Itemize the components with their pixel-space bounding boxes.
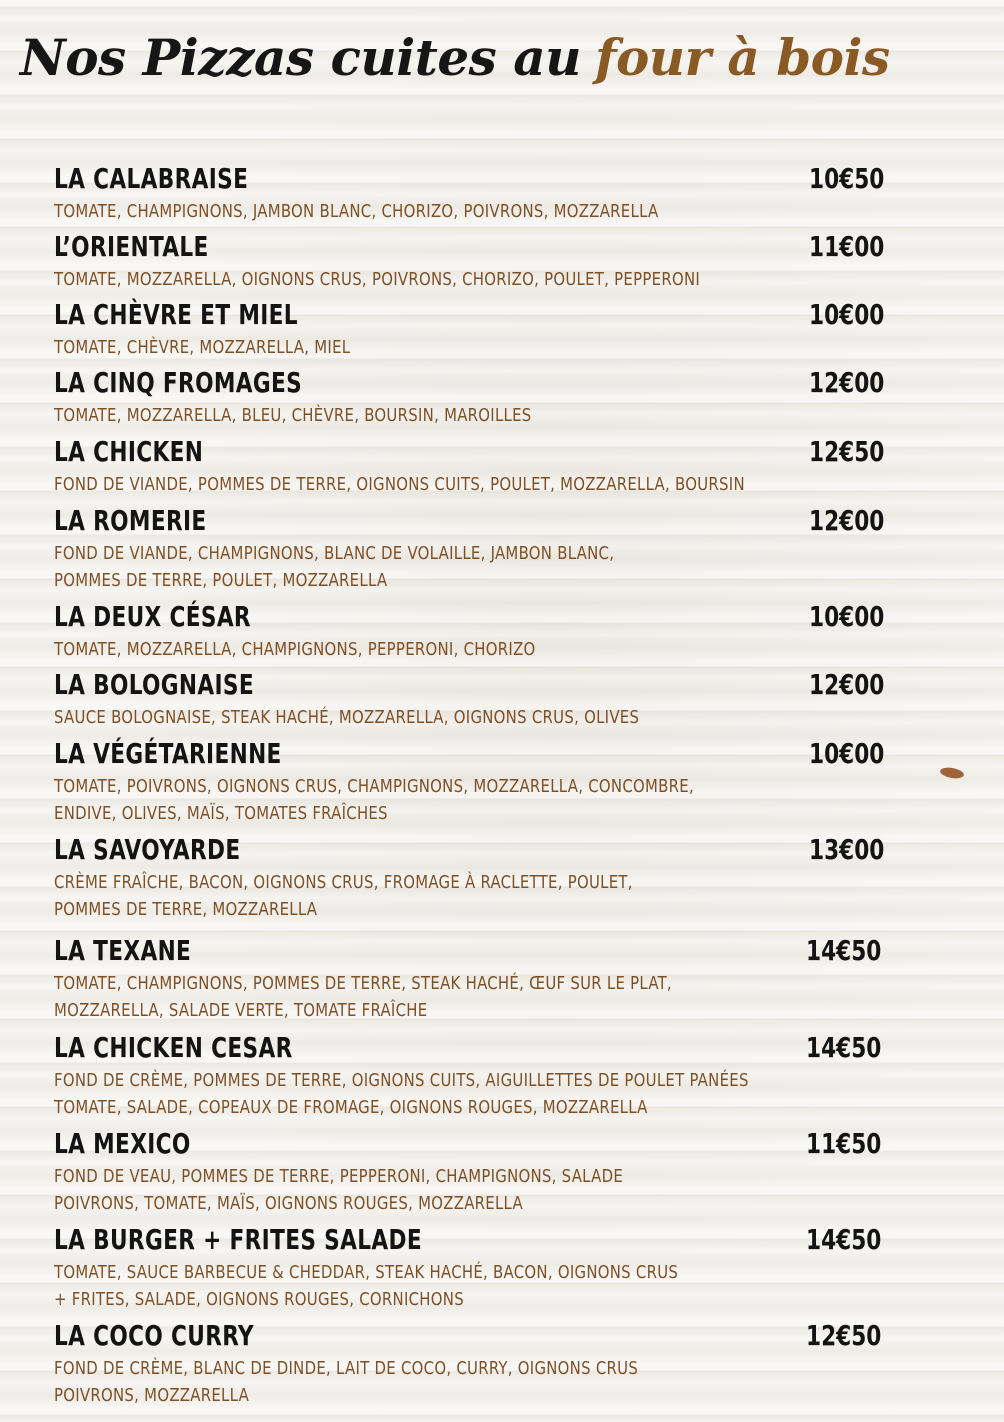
pizza-price: 11€00	[809, 230, 885, 263]
page-title	[20, 18, 890, 98]
pizza-description-line: ENDIVE, OLIVES, MAÏS, TOMATES FRAÎCHES	[54, 803, 388, 824]
pizza-description	[54, 1355, 638, 1409]
pizza-price: 13€00	[809, 833, 885, 866]
pizza-price: 14€50	[806, 934, 882, 967]
pizza-name: LA BOLOGNAISE	[54, 668, 255, 701]
pizza-description-line: FOND DE VIANDE, CHAMPIGNONS, BLANC DE VOLAILLE, JAMBON BLANC,	[54, 543, 615, 564]
pizza-description	[54, 198, 658, 225]
pizza-description-line: TOMATE, CHAMPIGNONS, JAMBON BLANC, CHORIZO, POIVRONS, MOZZARELLA	[54, 201, 659, 222]
pizza-name: LA BURGER + FRITES SALADE	[54, 1223, 422, 1256]
pizza-name: LA SAVOYARDE	[54, 833, 241, 866]
pizza-description-line: CRÈME FRAÎCHE, BACON, OIGNONS CRUS, FROMAGE À RACLETTE, POULET,	[54, 872, 633, 893]
pizza-description	[54, 704, 639, 731]
pizza-description	[54, 1163, 623, 1217]
pizza-price: 12€50	[806, 1319, 882, 1352]
pizza-description-line: TOMATE, MOZZARELLA, OIGNONS CRUS, POIVRONS, CHORIZO, POULET, PEPPERONI	[54, 269, 701, 290]
pizza-name: LA CHÈVRE ET MIEL	[54, 298, 298, 331]
pizza-description-line: TOMATE, POIVRONS, OIGNONS CRUS, CHAMPIGNONS, MOZZARELLA, CONCOMBRE,	[54, 776, 694, 797]
pizza-description-line: FOND DE CRÈME, POMMES DE TERRE, OIGNONS CUITS, AIGUILLETTES DE POULET PANÉES	[54, 1070, 749, 1091]
title-accent: four à bois	[594, 28, 890, 87]
pizza-price: 14€50	[806, 1031, 882, 1064]
pizza-description-line: POIVRONS, TOMATE, MAÏS, OIGNONS ROUGES, MOZZARELLA	[54, 1193, 523, 1214]
pizza-description	[54, 773, 694, 827]
pizza-description	[54, 970, 672, 1024]
pizza-description	[54, 402, 532, 429]
pizza-description-line: TOMATE, SAUCE BARBECUE & CHEDDAR, STEAK HACHÉ, BACON, OIGNONS CRUS	[54, 1262, 679, 1283]
pizza-description	[54, 869, 633, 923]
pizza-name: LA COCO CURRY	[54, 1319, 254, 1352]
pizza-description-line: FOND DE VEAU, POMMES DE TERRE, PEPPERONI, CHAMPIGNONS, SALADE	[54, 1166, 624, 1187]
pizza-description-line: FOND DE CRÈME, BLANC DE DINDE, LAIT DE COCO, CURRY, OIGNONS CRUS	[54, 1358, 639, 1379]
pizza-description-line: TOMATE, CHÈVRE, MOZZARELLA, MIEL	[54, 337, 351, 358]
pizza-price: 14€50	[806, 1223, 882, 1256]
pizza-name: LA MEXICO	[54, 1127, 191, 1160]
pizza-name: LA ROMERIE	[54, 504, 207, 537]
pizza-description-line: TOMATE, SALADE, COPEAUX DE FROMAGE, OIGNONS ROUGES, MOZZARELLA	[54, 1097, 648, 1118]
pizza-price: 12€00	[809, 366, 885, 399]
pizza-price: 11€50	[806, 1127, 882, 1160]
pizza-description-line: POMMES DE TERRE, POULET, MOZZARELLA	[54, 570, 388, 591]
pizza-description	[54, 266, 700, 293]
title-main: Nos Pizzas cuites au	[20, 28, 581, 87]
pizza-description-line: FOND DE VIANDE, POMMES DE TERRE, OIGNONS CUITS, POULET, MOZZARELLA, BOURSIN	[54, 474, 745, 495]
pizza-price: 12€00	[809, 504, 885, 537]
pizza-description-line: TOMATE, MOZZARELLA, CHAMPIGNONS, PEPPERONI, CHORIZO	[54, 639, 536, 660]
pizza-price: 10€00	[809, 600, 885, 633]
pizza-description	[54, 334, 350, 361]
decorative-bean	[939, 766, 964, 780]
pizza-price: 10€00	[809, 737, 885, 770]
pizza-name: LA TEXANE	[54, 934, 192, 967]
pizza-description-line: SAUCE BOLOGNAISE, STEAK HACHÉ, MOZZARELLA, OIGNONS CRUS, OLIVES	[54, 707, 640, 728]
pizza-description-line: POMMES DE TERRE, MOZZARELLA	[54, 899, 318, 920]
pizza-description-line: POIVRONS, MOZZARELLA	[54, 1385, 250, 1406]
pizza-description	[54, 1259, 678, 1313]
pizza-description-line: TOMATE, MOZZARELLA, BLEU, CHÈVRE, BOURSIN, MAROILLES	[54, 405, 532, 426]
pizza-name: LA CALABRAISE	[54, 162, 249, 195]
pizza-price: 12€50	[809, 435, 885, 468]
pizza-description-line: + FRITES, SALADE, OIGNONS ROUGES, CORNICHONS	[54, 1289, 464, 1310]
pizza-price: 12€00	[809, 668, 885, 701]
pizza-description	[54, 636, 536, 663]
pizza-name: LA CHICKEN CESAR	[54, 1031, 293, 1064]
pizza-name: LA DEUX CÉSAR	[54, 600, 251, 633]
pizza-price: 10€50	[809, 162, 885, 195]
pizza-price: 10€00	[809, 298, 885, 331]
pizza-name: LA CINQ FROMAGES	[54, 366, 303, 399]
pizza-description	[54, 471, 745, 498]
pizza-description-line: TOMATE, CHAMPIGNONS, POMMES DE TERRE, STEAK HACHÉ, ŒUF SUR LE PLAT,	[54, 973, 672, 994]
pizza-name: L’ORIENTALE	[54, 230, 209, 263]
pizza-description	[54, 1067, 749, 1121]
pizza-description	[54, 540, 614, 594]
pizza-description-line: MOZZARELLA, SALADE VERTE, TOMATE FRAÎCHE	[54, 1000, 428, 1021]
pizza-name: LA VÉGÉTARIENNE	[54, 737, 282, 770]
pizza-name: LA CHICKEN	[54, 435, 204, 468]
